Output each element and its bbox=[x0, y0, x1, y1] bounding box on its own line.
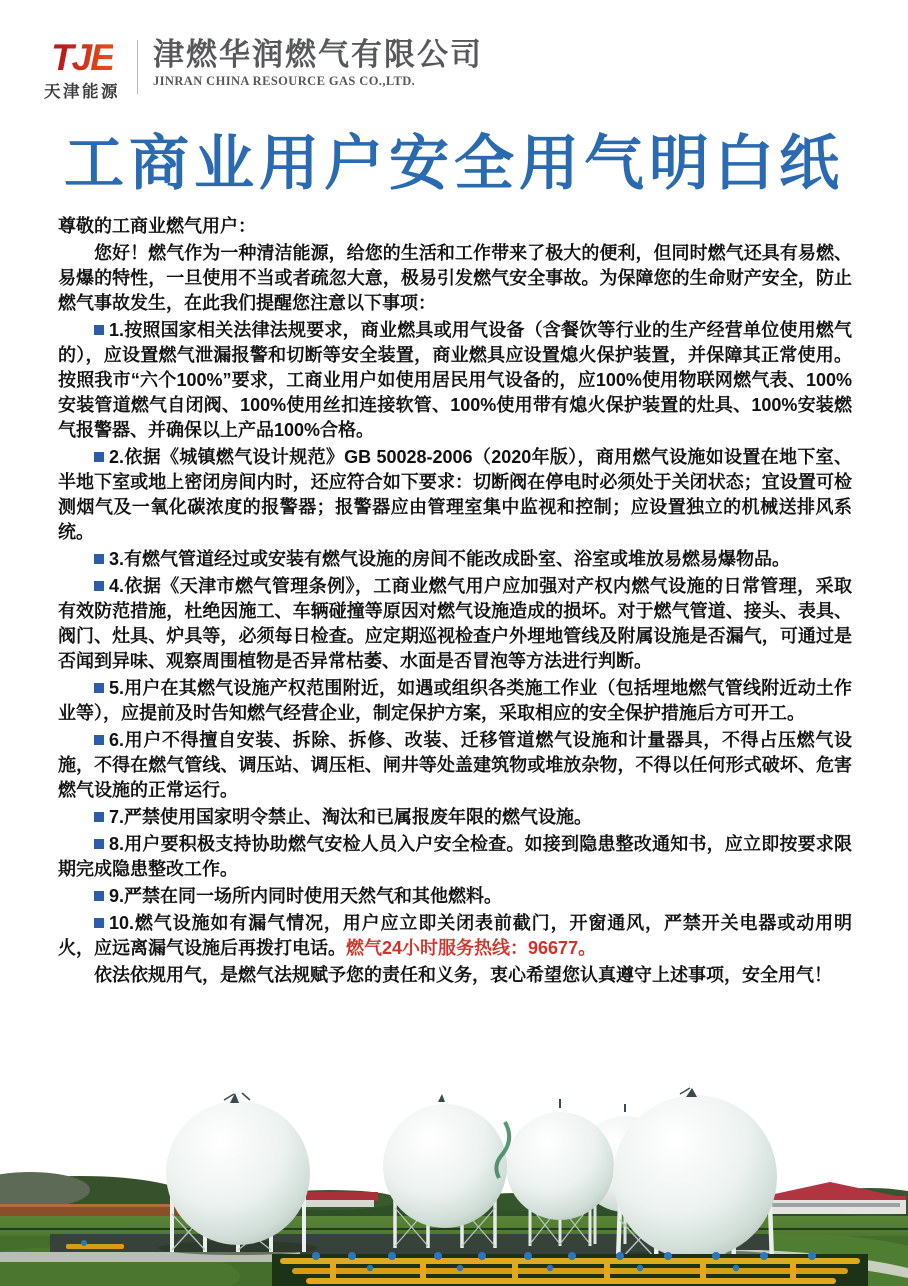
item-text: 9.严禁在同一场所内同时使用天然气和其他燃料。 bbox=[109, 886, 503, 906]
bullet-square-icon bbox=[94, 325, 104, 335]
brand-subtitle: 天津能源 bbox=[44, 83, 120, 101]
bullet-square-icon bbox=[94, 581, 104, 591]
notice-item-2 bbox=[58, 445, 852, 545]
item-text: 3.有燃气管道经过或安装有燃气设施的房间不能改成卧室、浴室或堆放易燃易爆物品。 bbox=[109, 549, 791, 569]
greeting-line: 尊敬的工商业燃气用户： bbox=[58, 216, 256, 236]
page-title: 工商业用户安全用气明白纸 bbox=[64, 131, 844, 197]
item-text: 6.用户不得擅自安装、拆除、拆修、改装、迁移管道燃气设施和计量器具，不得占压燃气设施，不得在燃气管线、调压站、调压柜、闸井等处盖建筑物或堆放杂物，不得以任何形式破坏、危害燃气设施的正常运行。 bbox=[58, 730, 852, 800]
facility-photo bbox=[0, 1086, 908, 1286]
bullet-square-icon bbox=[94, 554, 104, 564]
company-name-en: JINRAN CHINA RESOURCE GAS CO.,LTD. bbox=[153, 74, 416, 88]
logo-divider bbox=[137, 40, 138, 94]
bullet-square-icon bbox=[94, 683, 104, 693]
item-text: 4.依据《天津市燃气管理条例》，工商业燃气用户应加强对产权内燃气设施的日常管理，采取有效防范措施，杜绝因施工、车辆碰撞等原因对燃气设施造成的损坏。对于燃气管道、接头、表具、阀门、灶具、炉具等，必须每日检查。应定期巡视检查户外埋地管线及附属设施是否漏气，可通过是否闻到异味、观察周围植物是否异常枯萎、水面是否冒泡等方法进行判断。 bbox=[58, 576, 852, 671]
service-hotline: 燃气24小时服务热线：96677。 bbox=[346, 938, 597, 958]
bullet-square-icon bbox=[94, 735, 104, 745]
bullet-square-icon bbox=[94, 839, 104, 849]
notice-item-8 bbox=[58, 832, 852, 882]
notice-item-7 bbox=[58, 805, 852, 830]
closing-paragraph: 依法依规用气，是燃气法规赋予您的责任和义务，衷心希望您认真遵守上述事项，安全用气！ bbox=[94, 965, 832, 985]
company-logo bbox=[44, 38, 483, 102]
item-text: 10.燃气设施如有漏气情况，用户应立即关闭表前截门，开窗通风，严禁开关电器或动用明火，应远离漏气设施后再拨打电话。 bbox=[58, 913, 852, 958]
bullet-square-icon bbox=[94, 918, 104, 928]
bullet-square-icon bbox=[94, 891, 104, 901]
notice-item-9 bbox=[58, 884, 852, 909]
notice-item-3 bbox=[58, 547, 852, 572]
tje-logo-icon: TJE bbox=[51, 37, 113, 78]
item-text: 5.用户在其燃气设施产权范围附近，如遇或组织各类施工作业（包括埋地燃气管线附近动土作业等），应提前及时告知燃气经营企业，制定保护方案，采取相应的安全保护措施后方可开工。 bbox=[58, 678, 852, 723]
item-text: 8.用户要积极支持协助燃气安检人员入户安全检查。如接到隐患整改通知书，应立即按要求限期完成隐患整改工作。 bbox=[58, 834, 852, 879]
notice-item-4 bbox=[58, 574, 852, 674]
notice-item-10 bbox=[58, 911, 852, 961]
notice-item-6 bbox=[58, 728, 852, 803]
notice-item-5 bbox=[58, 676, 852, 726]
notice-body bbox=[58, 214, 852, 990]
item-text: 2.依据《城镇燃气设计规范》GB 50028-2006（2020年版），商用燃气设施如设置在地下室、半地下室或地上密闭房间内时，还应符合如下要求：切断阀在停电时必须处于关闭状态；宜设置可检测烟气及一氧化碳浓度的报警器；报警器应由管理室集中监视和控制；应设置独立的机械送排风系统。 bbox=[58, 447, 852, 542]
intro-paragraph: 您好！燃气作为一种清洁能源，给您的生活和工作带来了极大的便利，但同时燃气还具有易燃、易爆的特性，一旦使用不当或者疏忽大意，极易引发燃气安全事故。为保障您的生命财产安全，防止燃气事故发生，在此我们提醒您注意以下事项： bbox=[58, 243, 852, 313]
company-name-cn: 津燃华润燃气有限公司 bbox=[153, 37, 483, 72]
bullet-square-icon bbox=[94, 452, 104, 462]
item-text: 1.按照国家相关法律法规要求，商业燃具或用气设备（含餐饮等行业的生产经营单位使用燃气的），应设置燃气泄漏报警和切断等安全装置，商业燃具应设置熄火保护装置，并保障其正常使用。按照我市“六个100%”要求，工商业用户如使用居民用气设备的，应100%使用物联网燃气表、100%安装管道燃气自闭阀、100%使用丝扣连接软管、100%使用带有熄火保护装置的灶具、100%安装燃气报警器、并确保以上产品100%合格。 bbox=[58, 320, 852, 440]
notice-item-1 bbox=[58, 318, 852, 443]
item-text: 7.严禁使用国家明令禁止、淘汰和已属报废年限的燃气设施。 bbox=[109, 807, 593, 827]
brand-mark bbox=[44, 37, 120, 102]
bullet-square-icon bbox=[94, 812, 104, 822]
